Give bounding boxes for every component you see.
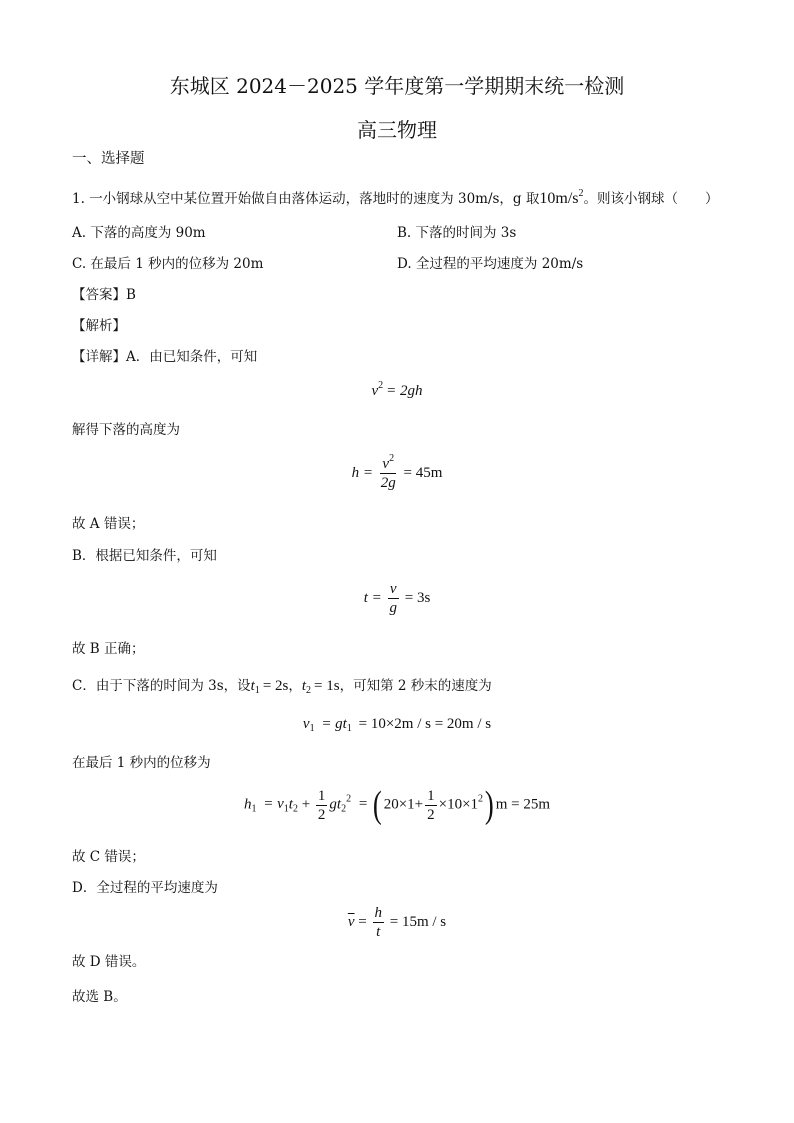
option-b: B. 下落的时间为 3s [397,225,517,241]
equation-6: $\overline{v}$ = $\frac{h}{t}$ = 15m / s [347,905,447,940]
equation-1: $v^2 = 2gh$ [371,380,423,399]
option-d: D. 全过程的平均速度为 20m/s [397,256,584,272]
analysis-label: 【解析】 [72,318,126,334]
conclusion-c: 故 C 错误； [72,849,145,865]
g-value: $10m/s^2$ [539,188,584,207]
final-answer: 故选 B。 [72,989,127,1005]
equation-5: $h_1 = v_1t_2$ + $\frac{1}{2}$ $gt_2^2$ = ( 20×1+ $\frac{1}{2}$ $\times 10\times 1^2$) m = 25m [243,784,550,826]
question-stem [72,190,719,208]
equation-4: $v_1 = gt_1 = 10\times 2m / s = 20m / s$ [302,716,492,734]
page-subtitle: 高三物理 [357,118,437,142]
conclusion-d: 故 D 错误。 [72,954,146,970]
option-c: C. 在最后 1 秒内的位移为 20m [72,256,264,272]
answer-label: 【答案】B [72,287,136,303]
option-a: A. 下落的高度为 90m [72,225,206,241]
question-text: 一小钢球从空中某位置开始做自由落体运动，落地时的速度为 30m/s，g 取 [89,191,540,207]
section-heading: 一、选择题 [72,151,145,167]
equation-2: h = $\frac{v^2}{2g}$ = 45m [351,453,443,491]
question-text-end: 。则该小钢球（ ） [583,191,719,207]
last-second-text: 在最后 1 秒内的位移为 [72,755,211,771]
question-number: 1. [72,191,85,207]
detail-b: B．根据已知条件，可知 [72,548,217,564]
conclusion-b: 故 B 正确； [72,641,145,657]
detail-c: C．由于下落的时间为 3s，设$t_1 = 2s$，$t_2 = 1s$，可知第 2 秒末的速度为 [72,678,492,696]
equation-3: t = $\frac{v}{g}$ = 3s [363,581,431,616]
conclusion-a: 故 A 错误； [72,516,145,532]
detail-a: 【详解】A．由已知条件，可知 [72,349,258,365]
detail-d: D．全过程的平均速度为 [72,880,218,896]
solve-height-text: 解得下落的高度为 [72,422,180,438]
page-title: 东城区 2024－2025 学年度第一学期期末统一检测 [169,74,625,98]
